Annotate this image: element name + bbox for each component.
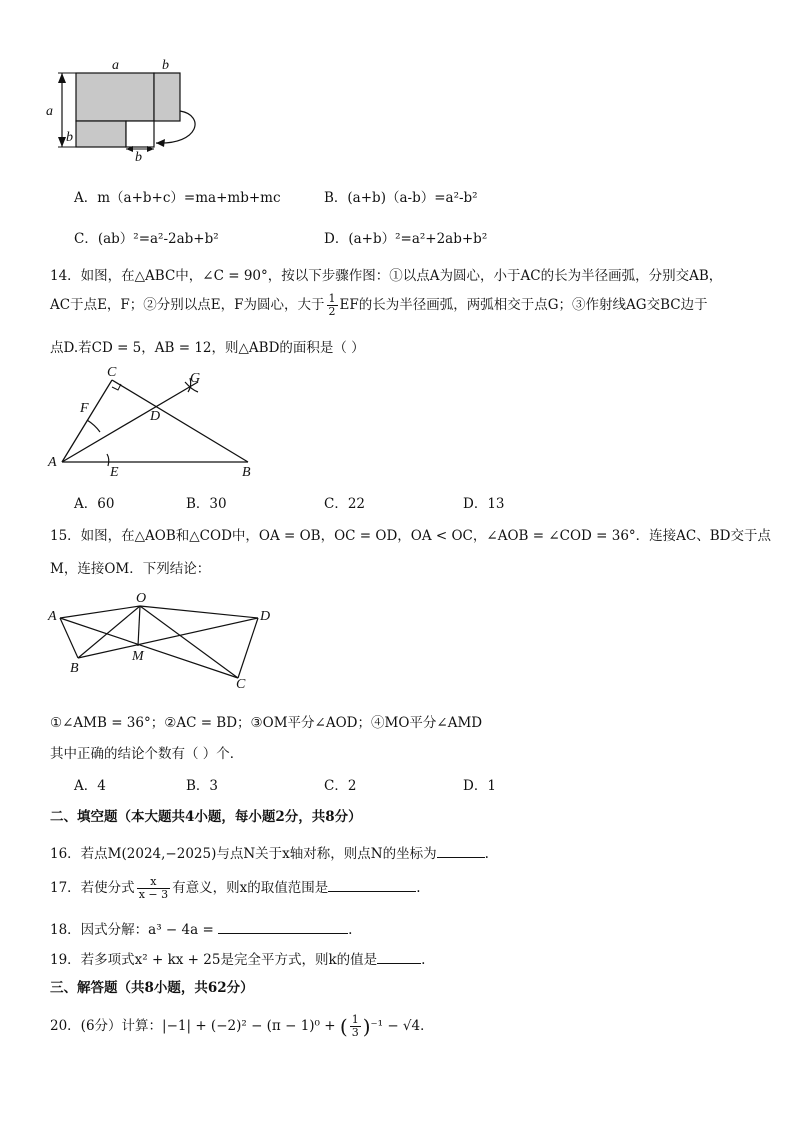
- label-b-bottom: b: [135, 150, 142, 165]
- bottom-rect-gap: [126, 121, 154, 147]
- q15-figure: [40, 592, 280, 692]
- q19: 19．若多项式x² + kx + 25是完全平方式，则k的值是 .: [50, 952, 426, 968]
- q13-option-d[interactable]: D．(a+b）²=a²+2ab+b²: [324, 231, 488, 247]
- q15-question: 其中正确的结论个数有（ ）个．: [50, 746, 244, 762]
- q15-option-b[interactable]: B．3: [186, 778, 219, 794]
- label-F: F: [80, 401, 89, 416]
- q13-option-b[interactable]: B．(a+b)（a-b）=a²-b²: [324, 190, 478, 206]
- q15-stem-line1: 15．如图，在△AOB和△COD中，OA = OB，OC = OD，OA < OC，∠AOB = ∠COD = 36°．连接AC、BD交于点: [50, 528, 772, 544]
- q14-option-b[interactable]: B．30: [186, 496, 227, 512]
- label-D: D: [260, 609, 271, 624]
- q18-answer-blank[interactable]: [218, 921, 348, 934]
- q14-stem-line3: 点D.若CD = 5，AB = 12，则△ABD的面积是（ ）: [50, 340, 365, 356]
- label-a-top: a: [112, 58, 119, 73]
- q17-fraction: $\frac{x}{x - 3}$: [138, 875, 169, 901]
- q19-answer-blank[interactable]: [377, 951, 421, 964]
- big-square: [76, 73, 154, 121]
- label-A: A: [48, 455, 57, 470]
- side-rect: [154, 73, 180, 121]
- label-b-left: b: [66, 130, 73, 145]
- label-B: B: [70, 661, 79, 676]
- q14-figure: [40, 362, 270, 482]
- q15-option-a[interactable]: A．4: [74, 778, 106, 794]
- label-D: D: [150, 409, 161, 424]
- bottom-rect-left: [76, 121, 126, 147]
- q17: 17．若使分式 $\frac{x}{x - 3}$ 有意义，则x的取值范围是 .: [50, 875, 421, 901]
- q13-option-c[interactable]: C．(ab）²=a²-2ab+b²: [74, 231, 219, 247]
- q14-option-a[interactable]: A．60: [74, 496, 115, 512]
- q18: 18．因式分解：a³ − 4a = .: [50, 922, 353, 938]
- q17-answer-blank[interactable]: [328, 879, 416, 892]
- label-A: A: [48, 609, 57, 624]
- q16: 16．若点M(2024,−2025)与点N关于x轴对称，则点N的坐标为 .: [50, 846, 489, 862]
- q15-stem-line2: M，连接OM．下列结论：: [50, 561, 211, 577]
- q16-answer-blank[interactable]: [437, 845, 485, 858]
- q13-option-a[interactable]: A．m（a+b+c）=ma+mb+mc: [74, 190, 281, 206]
- q14-fraction: $\frac{1}{2}$: [328, 292, 336, 318]
- label-C: C: [236, 677, 246, 692]
- section-3-heading: 三、解答题（共8小题，共62分）: [50, 980, 254, 996]
- q14-stem-line2: [50, 293, 708, 318]
- label-C: C: [107, 365, 117, 380]
- q20-fraction: $\frac{1}{3}$: [351, 1013, 359, 1039]
- q13-figure: [40, 55, 240, 165]
- label-b-top: b: [162, 58, 169, 73]
- q14-line2b: EF的长为半径画弧，两弧相交于点G；③作射线AG交BC边于: [339, 297, 708, 313]
- q20: 20．(6分）计算：|−1| + (−2)² − (π − 1)⁰ + ( $\frac{1}{3}$ )⁻¹ − √4．: [50, 1013, 434, 1039]
- label-O: O: [136, 591, 147, 606]
- q15-conclusions: ①∠AMB = 36°；②AC = BD；③OM平分∠AOD；④MO平分∠AMD: [50, 715, 483, 731]
- label-a-left: a: [46, 104, 53, 119]
- q14-stem-line1: 14．如图，在△ABC中，∠C = 90°，按以下步骤作图：①以点A为圆心，小于AC的长为半径画弧，分别交AB，: [50, 268, 723, 284]
- q14-line2a: AC于点E，F；②分别以点E，F为圆心，大于: [50, 297, 325, 313]
- label-M: M: [132, 649, 144, 664]
- label-E: E: [110, 465, 119, 480]
- label-G: G: [190, 371, 201, 386]
- section-2-heading: 二、填空题（本大题共4小题，每小题2分，共8分）: [50, 809, 362, 825]
- q15-option-c[interactable]: C．2: [324, 778, 357, 794]
- label-B: B: [242, 465, 251, 480]
- q14-option-d[interactable]: D．13: [463, 496, 505, 512]
- q14-option-c[interactable]: C．22: [324, 496, 366, 512]
- q15-option-d[interactable]: D．1: [463, 778, 496, 794]
